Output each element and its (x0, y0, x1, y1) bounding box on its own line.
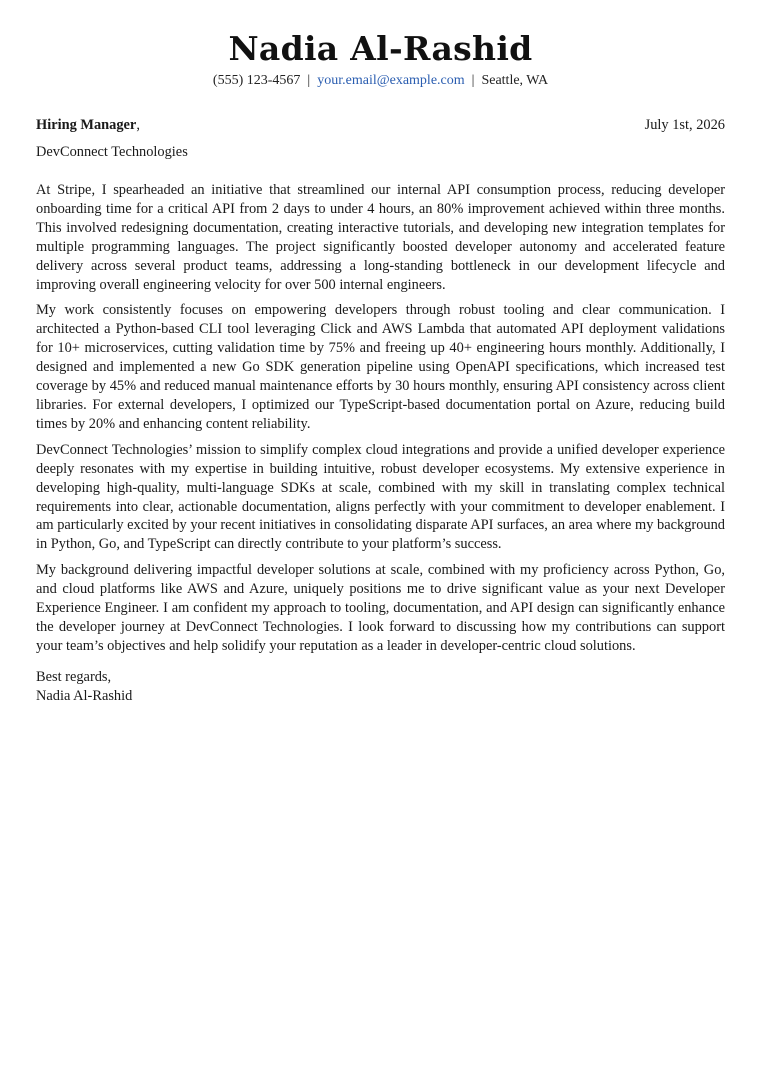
applicant-name: Nadia Al-Rashid (228, 29, 533, 68)
paragraph: My background delivering impactful developer solutions at scale, combined with my proficiency across Python, Go, and cloud platforms like AWS and Azure, uniquely positions me to drive significant value as your next Developer Experience Engineer. I am confident my approach to tooling, documentation, and API design can significantly enhance the developer journey at DevConnect Technologies. I look forward to discussing how my contributions can support your team’s objectives and help solidify your reputation as a leader in developer-centric cloud solutions. (36, 562, 725, 654)
salutation-row (36, 115, 725, 135)
cover-letter-page (36, 0, 725, 706)
company-name: DevConnect Technologies (36, 144, 188, 160)
separator: | (471, 73, 475, 88)
closing-phrase: Best regards, (36, 668, 112, 685)
location: Seattle, WA (481, 73, 549, 88)
letter-date: July 1st, 2026 (644, 117, 725, 133)
closing-block (36, 668, 725, 706)
recipient: Hiring Manager (36, 117, 137, 133)
contact-line (36, 71, 725, 91)
paragraph: At Stripe, I spearheaded an initiative that streamlined our internal API consumption process, reducing developer onboarding time for a critical API from 2 days to under 4 hours, an 80% improvement achieved within three months. This involved redesigning documentation, creating interactive tutorials, and developing new integration templates for multiple programming languages. The project significantly boosted developer autonomy and accelerated feature delivery across several product teams, addressing a long-standing bottleneck in our development lifecycle and improving overall engineering velocity for over 500 internal engineers. (36, 182, 725, 293)
paragraph: My work consistently focuses on empowering developers through robust tooling and clear communication. I architected a Python-based CLI tool leveraging Click and AWS Lambda that automated API deployment validations for 10+ microservices, cutting validation time by 75% and freeing up 40+ engineering hours monthly. Additionally, I designed and implemented a new Go SDK generation pipeline using OpenAPI specifications, which increased test coverage by 45% and reduced manual maintenance efforts by 30 hours monthly, ensuring API consistency across client libraries. For external developers, I optimized our TypeScript-based documentation portal on Azure, reducing build times by 20% and enhancing content reliability. (36, 302, 725, 432)
email-link[interactable]: your.email@example.com (317, 73, 465, 88)
phone-number: (555) 123-4567 (212, 73, 301, 88)
letter-body (36, 181, 725, 656)
paragraph: DevConnect Technologies’ mission to simplify complex cloud integrations and provide a unified developer experience deeply resonates with my expertise in building intuitive, robust developer ecosystems. My extensive experience in developing high-quality, multi-language SDKs at scale, combined with my skill in translating complex technical requirements into clear, actionable documentation, aligns perfectly with your commitment to developer enablement. I am particularly excited by your recent initiatives in consolidating disparate API surfaces, an area where my background in Python, Go, and TypeScript can directly contribute to your platform’s success. (36, 441, 725, 553)
recipient-comma: , (136, 117, 140, 133)
signature-name: Nadia Al-Rashid (36, 687, 133, 704)
separator: | (307, 73, 311, 88)
